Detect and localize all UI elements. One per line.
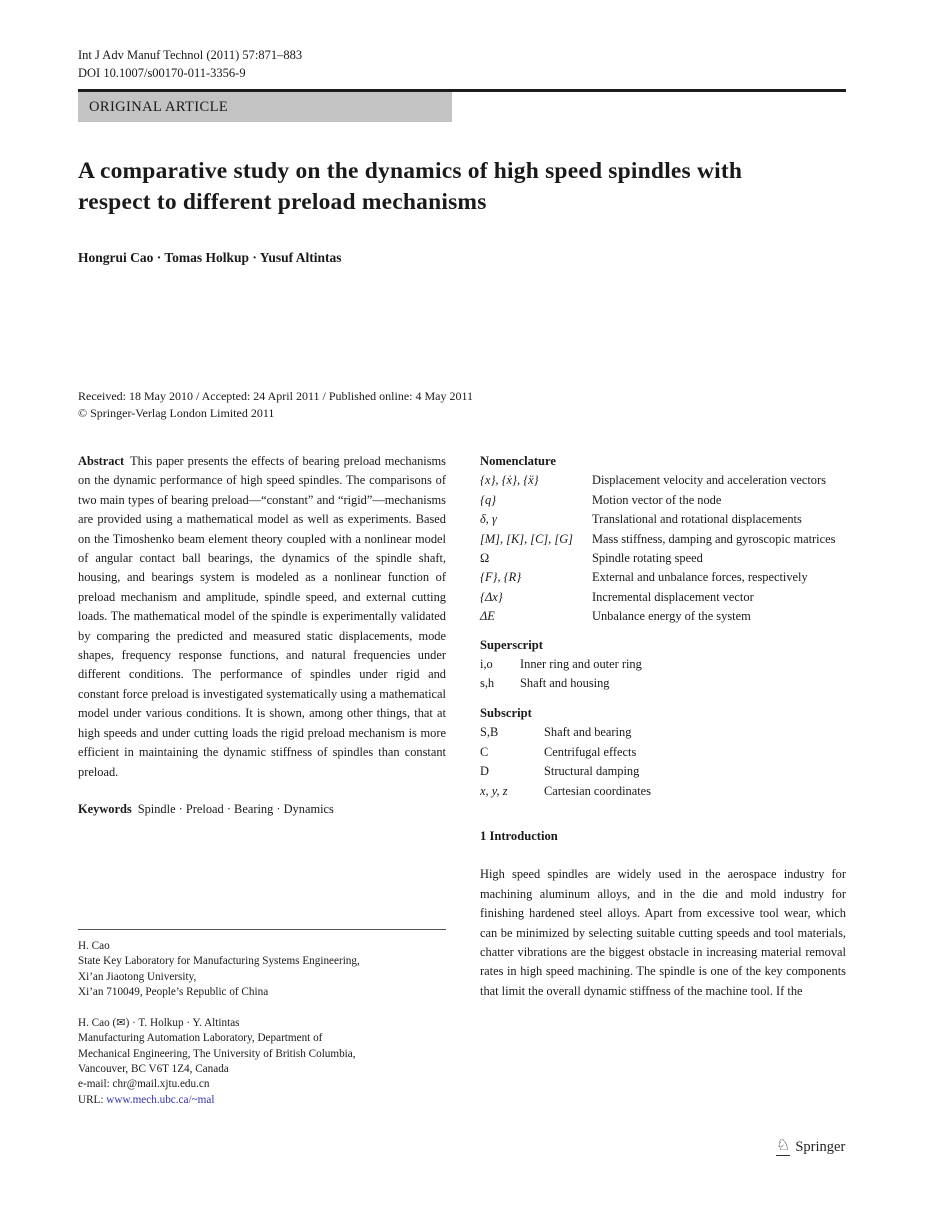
symbol-description: Shaft and housing [520, 676, 610, 691]
affiliation-line: State Key Laboratory for Manufacturing Systems Engineering, [78, 955, 360, 968]
symbol-description: Spindle rotating speed [592, 551, 703, 566]
nomenclature-row [480, 530, 846, 549]
article-type-label: ORIGINAL ARTICLE [89, 99, 229, 115]
symbol: C [480, 744, 489, 759]
publisher-name: Springer [795, 1138, 846, 1155]
affiliation-1 [78, 939, 446, 1000]
abstract-paragraph [78, 452, 446, 782]
symbol-description: Unbalance energy of the system [592, 609, 751, 624]
email-label: e-mail: [78, 1078, 110, 1091]
affiliation-line: Xi’an Jiaotong University, [78, 970, 197, 983]
subscript-row [480, 743, 846, 762]
author-list: Hongrui Cao · Tomas Holkup · Yusuf Altintas [78, 250, 342, 265]
superscript-table [480, 655, 846, 694]
symbol-description: Cartesian coordinates [544, 783, 652, 798]
nomenclature-row [480, 471, 846, 490]
symbol-description: Motion vector of the node [592, 492, 722, 507]
superscript-row [480, 674, 846, 693]
abstract-text: This paper presents the effects of bearing preload mechanisms on the dynamic performance of high speed spindles. The comparisons of two main types of bearing preload—“constant” and “rigid”—mechanisms are provided using a mathematical model as well as experiments. Based on the Timoshenko beam element theory coupled with a nonlinear model of angular contact ball bearings, the dynamics of the spindle shaft, housing, and bearings system is modeled as a nonlinear function of preload mechanism and amplitude, spindle speed, and external cutting loads. The mathematical model of the spindle is experimentally validated by comparing the predicted and measured static displacements, mode shapes, frequency response functions, and natural frequencies under different conditions. The performance of spindles under rigid and constant force preload is investigated systematically using a mathematical model under various conditions. It is shown, among other things, that at high speeds and under cutting loads the rigid preload mechanism is more efficient in maintaining the dynamic stiffness of spindles than constant preload. [78, 454, 446, 779]
received-accepted-line: Received: 18 May 2010 / Accepted: 24 April 2011 / Published online: 4 May 2011 [78, 389, 474, 403]
symbol-description: Structural damping [544, 764, 640, 779]
superscript-block [480, 636, 846, 694]
left-column [78, 452, 446, 819]
affiliation-line: Vancouver, BC V6T 1Z4, Canada [78, 1063, 229, 1076]
symbol: x, y, z [480, 783, 508, 798]
symbol: [M], [K], [C], [G] [480, 531, 573, 546]
nomenclature-row [480, 491, 846, 510]
symbol-description: Shaft and bearing [544, 725, 632, 740]
symbol: D [480, 764, 489, 779]
affiliation-line: Xi’an 710049, People’s Republic of China [78, 985, 269, 998]
paper-title: A comparative study on the dynamics of high speed spindles with respect to different preload mechanisms [78, 158, 743, 215]
subscript-row [480, 723, 846, 742]
keywords-label: Keywords [78, 801, 132, 816]
affiliation-2 [78, 1016, 446, 1108]
symbol: {F}, {R} [480, 570, 522, 585]
keywords-text: Spindle · Preload · Bearing · Dynamics [137, 801, 334, 816]
copyright-line: © Springer-Verlag London Limited 2011 [78, 405, 275, 420]
affiliation-line: H. Cao (✉) · T. Holkup · Y. Altintas [78, 1017, 240, 1030]
symbol: Ω [480, 551, 490, 566]
nomenclature-row [480, 607, 846, 626]
article-type-banner [78, 92, 452, 122]
publisher-logo [776, 1138, 845, 1156]
introduction-paragraph: High speed spindles are widely used in the aerospace industry for machining aluminum alloys, and in the die and mold industry for finishing hardened steel alloys. Apart from excessive tool wear, which can be minimized by selecting suitable cutting speeds and tool materials, chatter vibrations are the biggest obstacle in increasing material removal rates in high speed machining. The spindle is one of the key components that limit the overall dynamic stiffness of the machine tool. If the [480, 867, 846, 998]
symbol-description: Displacement velocity and acceleration vectors [592, 473, 826, 488]
symbol-description: Translational and rotational displacements [592, 512, 802, 527]
symbol-description: Inner ring and outer ring [520, 657, 642, 672]
symbol: ΔE [480, 609, 495, 624]
symbol: S,B [480, 725, 499, 740]
symbol-description: Incremental displacement vector [592, 589, 754, 604]
nomenclature-table [480, 471, 846, 626]
doi: DOI 10.1007/s00170-011-3356-9 [78, 66, 246, 80]
affiliation-line: Mechanical Engineering, The University of British Columbia, [78, 1047, 356, 1060]
superscript-row [480, 655, 846, 674]
subscript-row [480, 782, 846, 801]
footnote-block [78, 929, 446, 1108]
right-column [480, 452, 846, 1001]
symbol: δ, γ [480, 512, 497, 527]
symbol: {q} [480, 492, 497, 507]
journal-reference: Int J Adv Manuf Technol (2011) 57:871–883 [78, 48, 303, 62]
nomenclature-row [480, 568, 846, 587]
url-line [78, 1093, 446, 1108]
symbol-description: Centrifugal effects [544, 744, 637, 759]
symbol: s,h [480, 676, 495, 691]
author-url-link[interactable]: www.mech.ubc.ca/~mal [106, 1093, 215, 1106]
email-value: chr@mail.xjtu.edu.cn [112, 1078, 210, 1091]
symbol: {Δx} [480, 589, 503, 604]
affiliation-line: H. Cao [78, 940, 110, 952]
subscript-row [480, 762, 846, 781]
affiliation-line: Manufacturing Automation Laboratory, Department of [78, 1032, 323, 1045]
nomenclature-row [480, 510, 846, 529]
nomenclature-row [480, 588, 846, 607]
publication-dates [78, 388, 473, 421]
email-line [78, 1077, 446, 1092]
symbol: i,o [480, 657, 493, 672]
nomenclature-row [480, 549, 846, 568]
subscript-block [480, 704, 846, 801]
symbol-description: External and unbalance forces, respectively [592, 570, 808, 585]
symbol-description: Mass stiffness, damping and gyroscopic matrices [592, 531, 836, 546]
url-label: URL: [78, 1093, 104, 1106]
symbol: {x}, {ẋ}, {ẍ} [480, 473, 539, 488]
subscript-heading: Subscript [480, 705, 532, 720]
abstract-label: Abstract [78, 454, 125, 468]
superscript-heading: Superscript [480, 637, 543, 652]
subscript-table [480, 723, 846, 801]
springer-knight-icon: ♘ [776, 1137, 791, 1154]
section-heading-introduction: 1 Introduction [480, 828, 558, 843]
keywords-line [78, 800, 446, 819]
footnote-divider [78, 929, 446, 930]
nomenclature-heading: Nomenclature [480, 454, 557, 468]
